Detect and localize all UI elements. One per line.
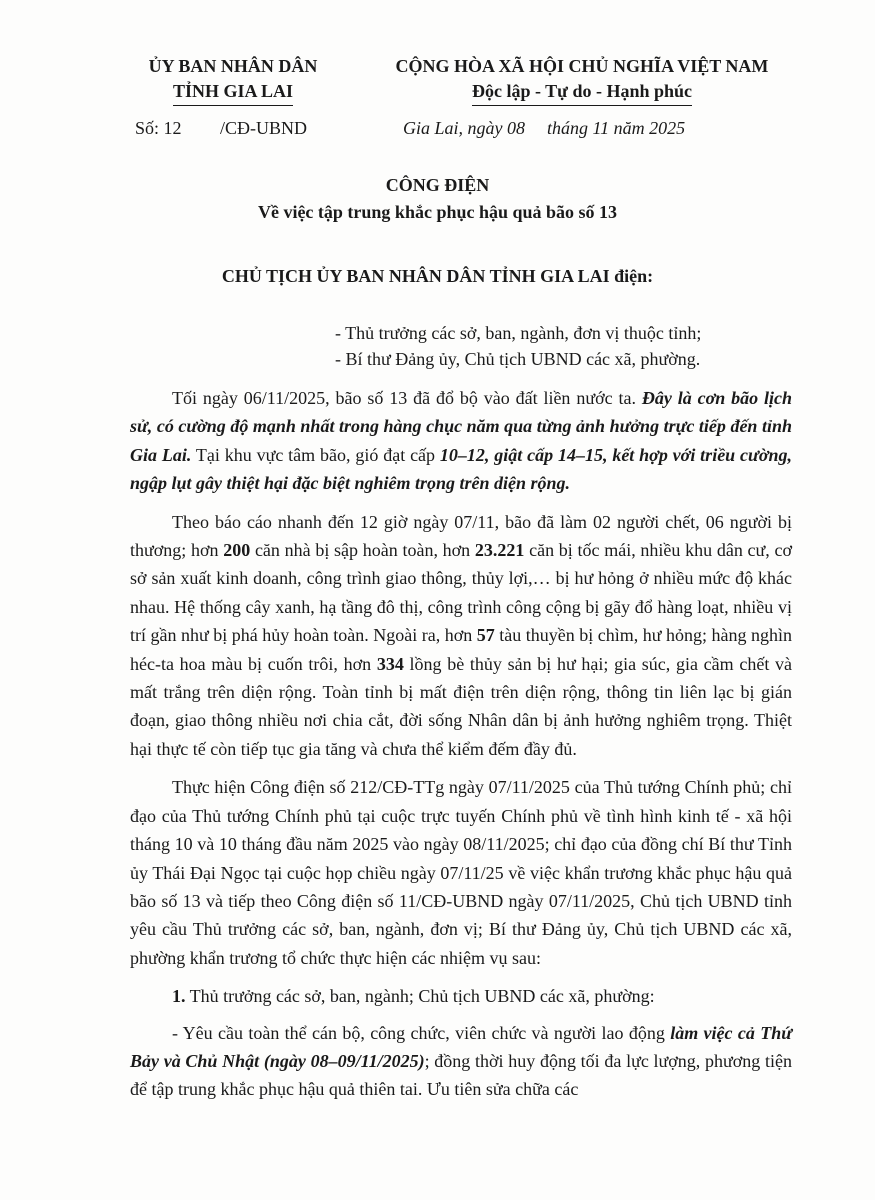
p1-emphasis: Đây là cơn bão lịch sử, có cường độ mạnh nhất trong hàng chục năm qua từng ảnh hưởng trực tiếp đến tỉnh Gia Lai.: [130, 388, 792, 465]
date-part-2: tháng 11 năm 2025: [547, 118, 686, 138]
sender-line: CHỦ TỊCH ỦY BAN NHÂN DÂN TỈNH GIA LAI điện:: [221, 266, 654, 286]
paragraph-2: [130, 508, 792, 764]
p1-text-a: Tối ngày 06/11/2025, bão số 13 đã đổ bộ vào đất liền nước ta.: [172, 388, 642, 408]
p2-number-cages: 334: [376, 653, 404, 674]
p2-text-c: căn bị tốc mái, nhiều khu dân cư, cơ sở sản xuất kinh doanh, công trình giao thông, thủy lợi,… bị hư hỏng ở nhiều mức độ khác nhau. Hệ thống cây xanh, hạ tầng đô thị, công trình công cộng bị gãy đổ hàng loạt, nhiều vị trí gần như bị phá hủy hoàn toàn. Ngoài ra, hơn: [130, 540, 793, 646]
document-body: [130, 384, 792, 1114]
motto: Độc lập - Tự do - Hạnh phúc: [472, 79, 692, 106]
national-motto: [368, 54, 796, 106]
p2-number-roofs: 23.221: [474, 540, 525, 561]
recipient-item: - Thủ trưởng các sở, ban, ngành, đơn vị thuộc tỉnh;: [335, 323, 702, 343]
p2-number-houses: 200: [223, 540, 251, 561]
nation-name: CỘNG HÒA XÃ HỘI CHỦ NGHĨA VIỆT NAM: [395, 56, 769, 76]
paragraph-4: [130, 982, 792, 1010]
authority-line-1: ỦY BAN NHÂN DÂN: [148, 56, 318, 76]
paragraph-1: [130, 384, 792, 498]
p1-text-c: Tại khu vực tâm bão, gió đạt cấp: [191, 444, 440, 465]
p1-emphasis-2: 10–12, giật cấp 14–15, kết hợp với triều cường, ngập lụt gây thiệt hại đặc biệt nghiêm trọng trên diện rộng.: [130, 444, 792, 494]
recipients-list: [335, 320, 701, 372]
p2-number-boats: 57: [476, 625, 495, 646]
recipient-item: - Bí thư Đảng ủy, Chủ tịch UBND các xã, phường.: [335, 349, 701, 369]
issuing-authority: [118, 54, 348, 106]
number-value: 12: [163, 118, 182, 138]
p5-text-a: - Yêu cầu toàn thể cán bộ, công chức, viên chức và người lao động: [172, 1022, 671, 1043]
date-part-1: Gia Lai, ngày 08: [403, 118, 526, 138]
title-subtitle: Về việc tập trung khắc phục hậu quả bão số 13: [257, 202, 618, 222]
p5-emphasis: làm việc cả Thứ Bảy và Chủ Nhật (ngày 08–09/11/2025): [130, 1022, 793, 1071]
number-prefix: Số:: [135, 118, 160, 138]
document-number: [135, 118, 307, 139]
document-title: [0, 172, 875, 226]
authority-line-2: TỈNH GIA LAI: [173, 79, 293, 106]
p2-text-a: Theo báo cáo nhanh đến 12 giờ ngày 07/11, bão đã làm 02 người chết, 06 người bị thương; hơn: [130, 511, 792, 561]
p5-text-c: ; đồng thời huy động tối đa lực lượng, phương tiện để tập trung khắc phục hậu quả thiên tai. Ưu tiên sửa chữa các: [130, 1050, 792, 1100]
p2-text-d: tàu thuyền bị chìm, hư hỏng; hàng nghìn héc-ta hoa màu bị cuốn trôi, hơn: [130, 625, 792, 674]
item-number: 1.: [172, 986, 186, 1007]
title-main: CÔNG ĐIỆN: [385, 175, 490, 195]
number-suffix: /CĐ-UBND: [220, 118, 308, 138]
p4-text: Thủ trưởng các sở, ban, ngành; Chủ tịch UBND các xã, phường:: [185, 986, 655, 1007]
paragraph-3: Thực hiện Công điện số 212/CĐ-TTg ngày 07/11/2025 của Thủ tướng Chính phủ; chỉ đạo của Thủ tướng Chính phủ tại cuộc trực tuyến Chính phủ về tình hình kinh tế - xã hội tháng 10 và 10 tháng đầu năm 2025 vào ngày 08/11/2025; chỉ đạo của đồng chí Bí thư Tỉnh ủy Thái Đại Ngọc tại cuộc họp chiều ngày 07/11/25 về việc khẩn trương khắc phục hậu quả bão số 13 và tiếp theo Công điện số 11/CĐ-UBND ngày 07/11/2025, Chủ tịch UBND tỉnh yêu cầu Thủ trưởng các sở, ban, ngành, đơn vị; Bí thư Đảng ủy, Chủ tịch UBND các xã, phường khẩn trương tổ chức thực hiện các nhiệm vụ sau:: [130, 777, 792, 968]
document-date: [403, 118, 685, 139]
p2-text-b: căn nhà bị sập hoàn toàn, hơn: [250, 540, 475, 561]
p2-text-e: lồng bè thủy sản bị hư hại; gia súc, gia cầm chết và mất trắng trên diện rộng. Toàn tỉnh bị mất điện trên diện rộng, thông tin liên lạc bị gián đoạn, giao thông nhiều nơi chia cắt, đời sống Nhân dân bị ảnh hưởng nghiêm trọng. Thiệt hại thực tế còn tiếp tục gia tăng và chưa thể kiểm đếm đầy đủ.: [130, 653, 792, 759]
paragraph-5: [130, 1019, 792, 1104]
